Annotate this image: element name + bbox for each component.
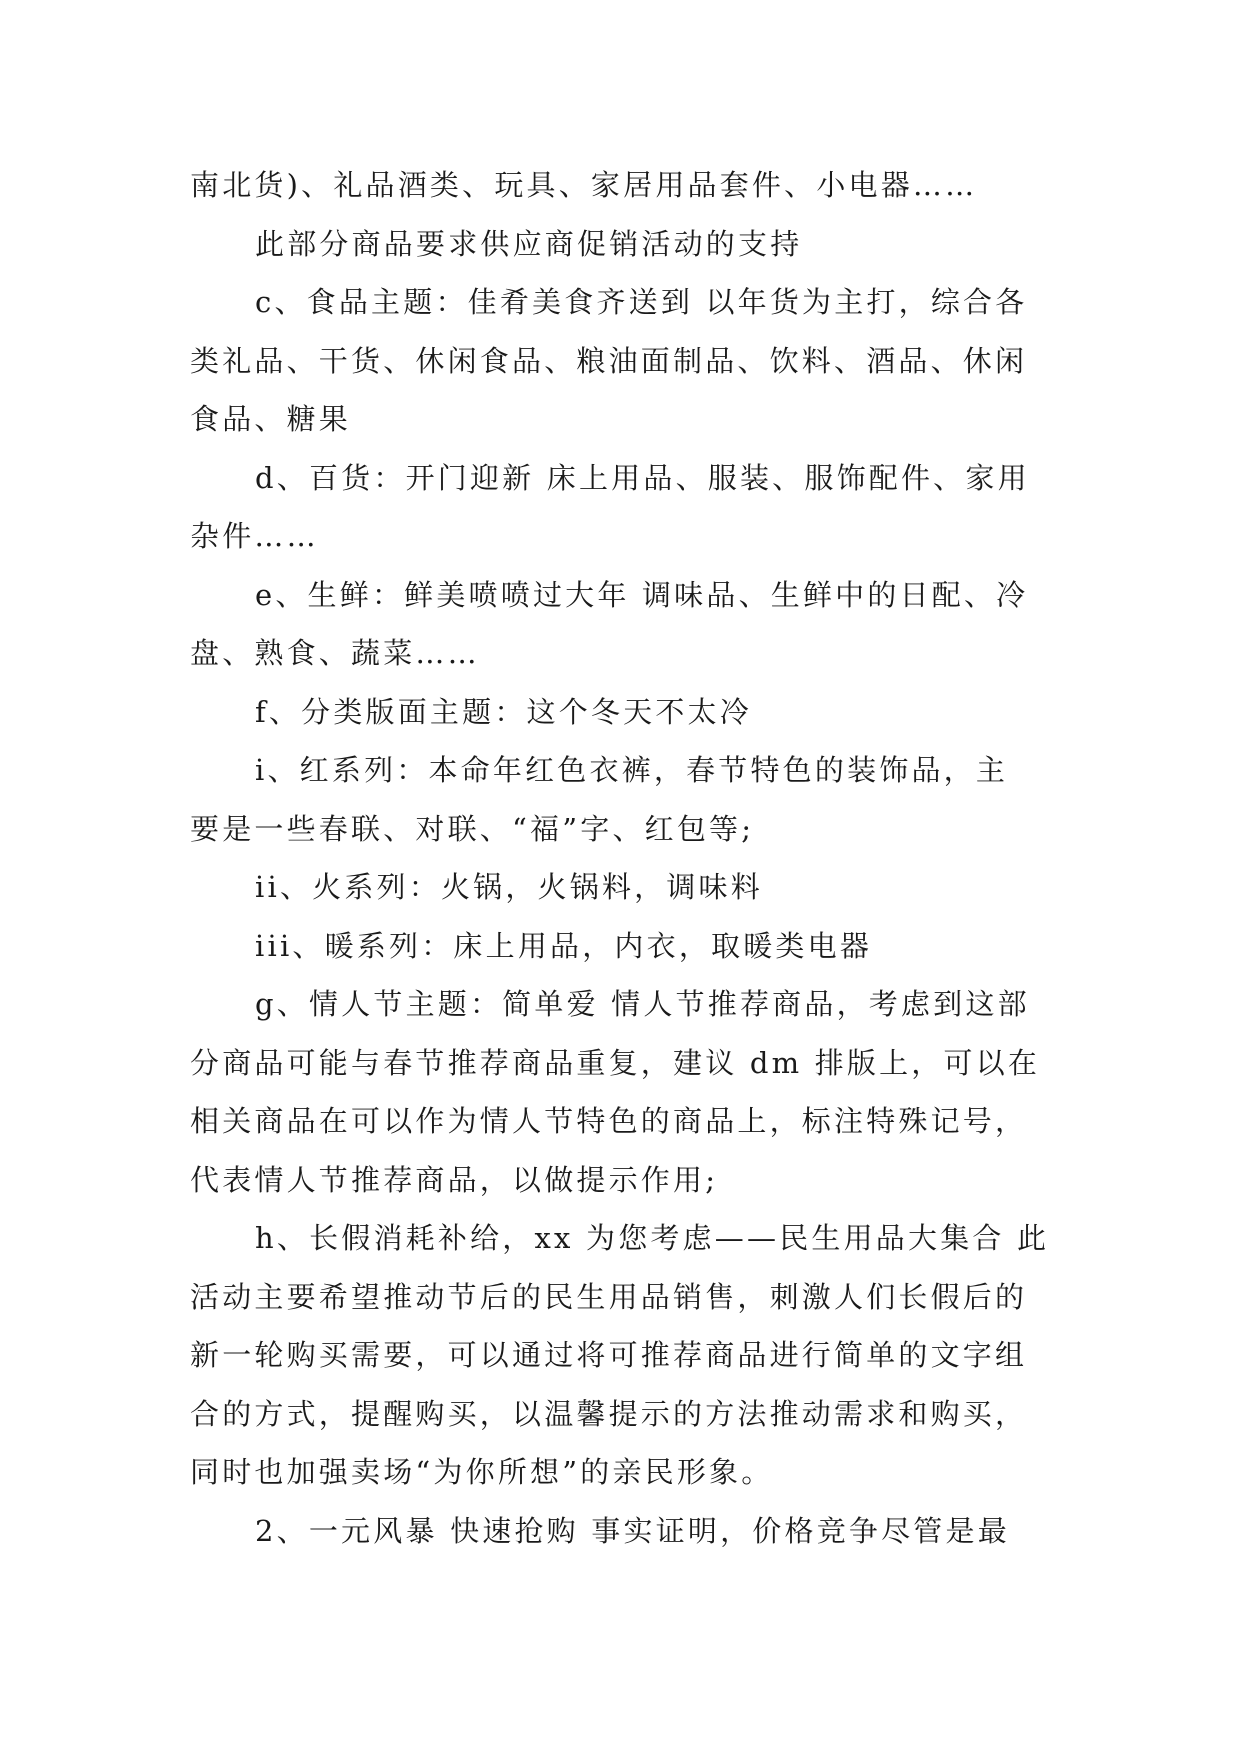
text-line: 同时也加强卖场“为你所想”的亲民形象。	[190, 1455, 774, 1489]
text-line: g、情人节主题：简单爱 情人节推荐商品，考虑到这部	[255, 987, 1030, 1021]
text-line: 相关商品在可以作为情人节特色的商品上，标注特殊记号，	[190, 1104, 1028, 1138]
text-line: ii、火系列：火锅，火锅料，调味料	[255, 870, 763, 904]
text-line: 合的方式，提醒购买，以温馨提示的方法推动需求和购买，	[190, 1396, 1028, 1431]
text-line: 要是一些春联、对联、“福”字、红包等;	[190, 811, 755, 846]
text-line: 活动主要希望推动节后的民生用品销售，刺激人们长假后的	[190, 1279, 1028, 1314]
text-line: 分商品可能与春节推荐商品重复，建议 dm 排版上，可以在	[190, 1045, 1041, 1080]
text-line: c、食品主题：佳肴美食齐送到 以年货为主打，综合各	[255, 285, 1028, 319]
text-line: h、长假消耗补给，xx 为您考虑——民生用品大集合 此	[255, 1221, 1050, 1255]
text-line: 类礼品、干货、休闲食品、粮油面制品、饮料、酒品、休闲	[190, 343, 1028, 378]
text-line: f、分类版面主题：这个冬天不太冷	[255, 694, 752, 729]
text-line: iii、暖系列：床上用品，内衣，取暖类电器	[255, 928, 873, 963]
text-line: 2、一元风暴 快速抢购 事实证明，价格竞争尽管是最	[255, 1513, 1010, 1548]
text-line: i、红系列：本命年红色衣裤，春节特色的装饰品，主	[255, 753, 1009, 787]
text-line: 此部分商品要求供应商促销活动的支持	[255, 226, 803, 261]
text-line: 代表情人节推荐商品，以做提示作用;	[190, 1162, 719, 1197]
text-line: e、生鲜：鲜美喷喷过大年 调味品、生鲜中的日配、冷	[255, 577, 1029, 612]
text-line: 南北货)、礼品酒类、玩具、家居用品套件、小电器……	[190, 168, 978, 202]
text-line: 盘、熟食、蔬菜……	[190, 636, 480, 670]
text-line: d、百货：开门迎新 床上用品、服装、服饰配件、家用	[255, 460, 1030, 495]
text-line: 食品、糖果	[190, 402, 352, 436]
text-line: 新一轮购买需要，可以通过将可推荐商品进行简单的文字组	[190, 1338, 1028, 1372]
text-line: 杂件……	[190, 519, 319, 553]
body-text	[190, 156, 1055, 1560]
